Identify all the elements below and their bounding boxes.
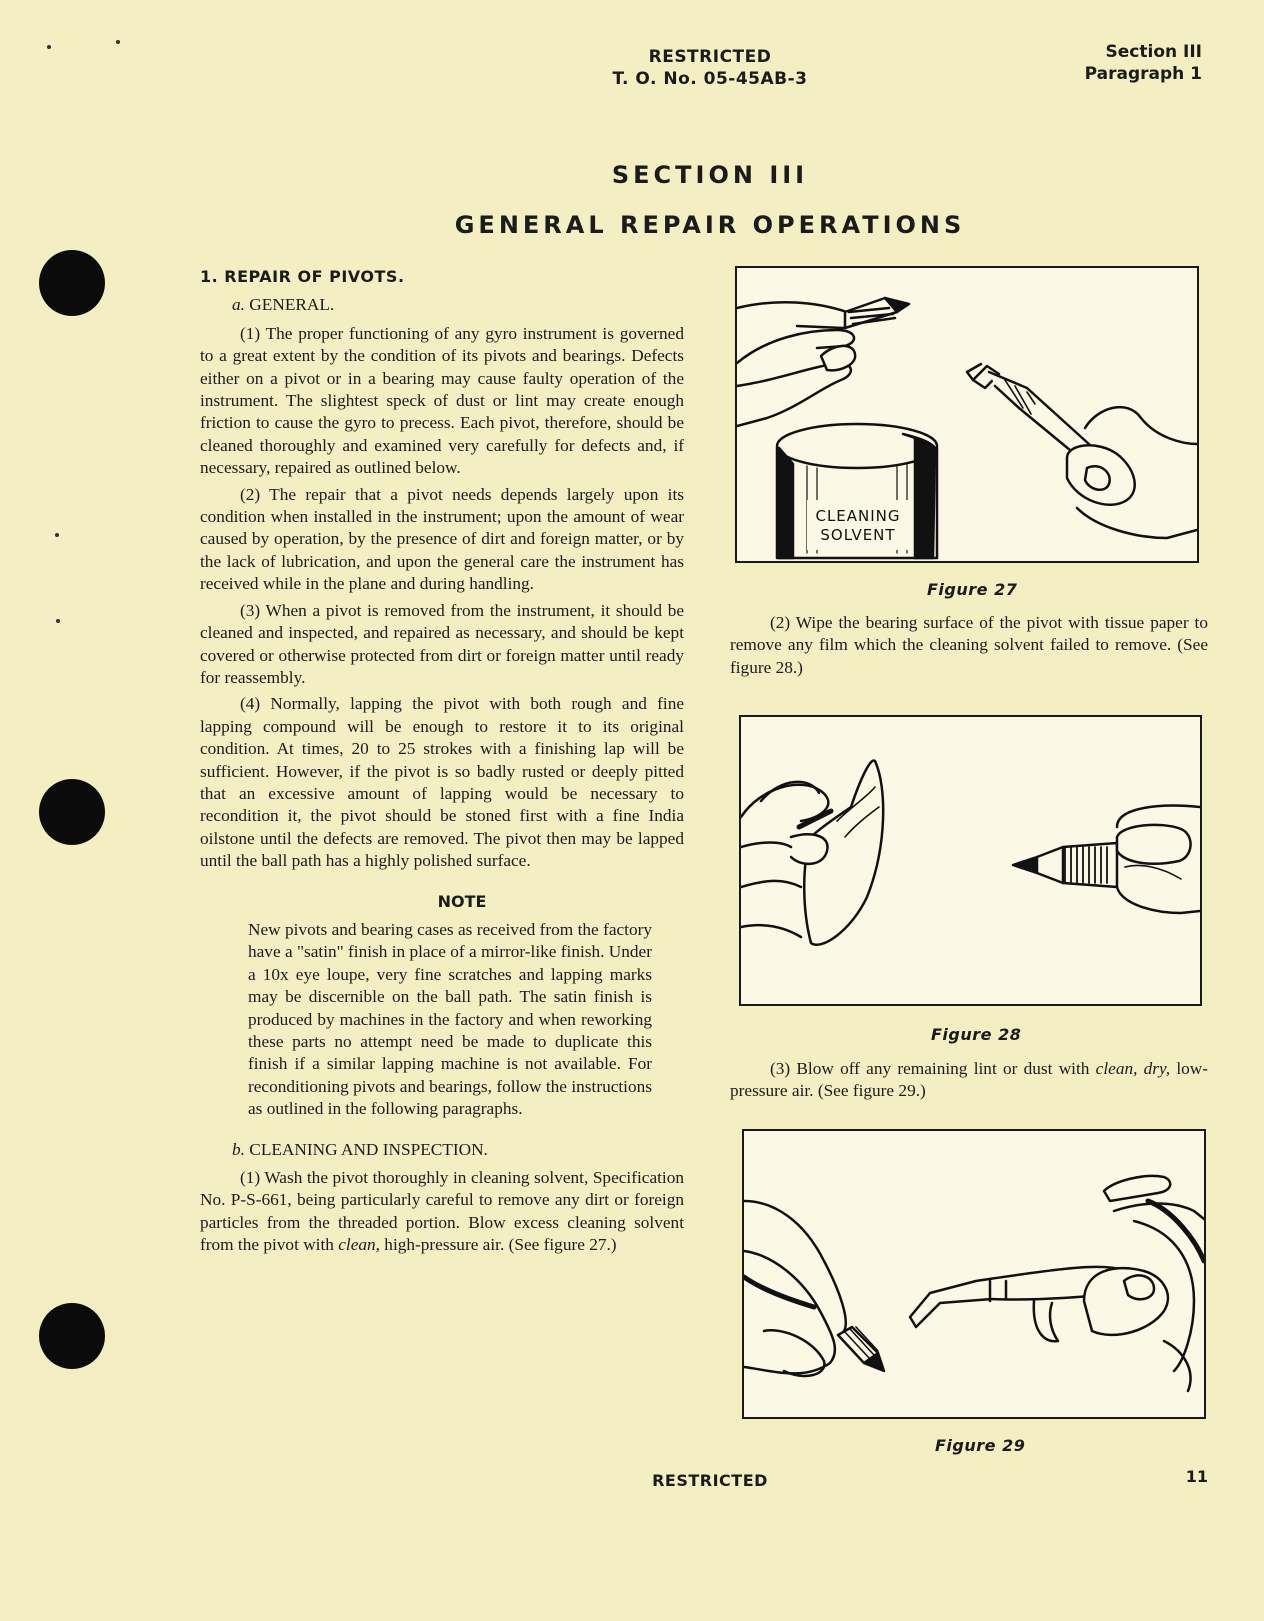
paper-speck [56, 619, 60, 623]
paragraph-2: (2) The repair that a pivot needs depends largely upon its condition when installed in the instrument; upon the amount of wear caused by operation, by the presence of dirt and foreign matter, or by the lack of lubrication, and upon the general care the instrument has received while in the plane and during handling. [200, 484, 684, 594]
paragraph-1: (1) The proper functioning of any gyro instrument is governed to a great extent by the condition of its pivots and bearings. Defects either on a pivot or in a bearing may cause faulty operation of the instrument. The slightest speck of dust or lint may create enough friction to cause the gyro to precess. Each pivot, therefore, should be cleaned thoroughly and examined very carefully for defects and, if necessary, repaired as outlined below. [200, 323, 684, 478]
subheading-label: b. [232, 1139, 245, 1159]
header-paragraph: Paragraph 1 [1084, 64, 1202, 84]
right-paragraph-3 [730, 1058, 1208, 1103]
paragraph-b1-end: high-pressure air. (See figure 27.) [379, 1235, 617, 1255]
figure-29-caption: Figure 29 [935, 1436, 1026, 1455]
paragraph-blow-end: low-pressure air. (See figure 29.) [730, 1059, 1209, 1101]
paragraph-3: (3) When a pivot is removed from the instrument, it should be cleaned and inspected, and repaired as necessary, and should be kept covered or otherwise protected from dirt or foreign matter until ready for reassembly. [200, 600, 684, 687]
subheading-text: CLEANING AND INSPECTION. [249, 1139, 488, 1159]
paragraph-b1 [200, 1167, 684, 1257]
subheading-text: GENERAL. [249, 295, 335, 315]
paragraph-blow [730, 1058, 1208, 1103]
header-to-number: T. O. No. 05-45AB-3 [612, 69, 808, 89]
paper-speck [55, 533, 59, 537]
figure-27-label-line-1: CLEANING [815, 507, 901, 525]
paragraph-b1-emphasis: clean, [338, 1235, 380, 1255]
paragraph-blow-emphasis: clean, dry, [1095, 1059, 1171, 1078]
note-body: New pivots and bearing cases as received from the factory have a "satin" finish in place of a mirror-like finish. Under a 10x eye loupe, very fine scratches and lapping marks may be discernible on the ball path. The satin finish is produced by machines in the factory and when reworking these parts no attempt need be made to duplicate this finish if a similar lapping machine is not available. For reconditioning pivots and bearings, follow the instructions as outlined in the following paragraphs. [248, 919, 652, 1119]
paragraph-4: (4) Normally, lapping the pivot with both rough and fine lapping compound will be enough to restore it to its original condition. At times, 20 to 25 strokes with a finishing lap will be sufficient. However, if the pivot is so badly rusted or deeply pitted that an excessive amount of lapping would be necessary to recondition it, the pivot should be stoned first with a fine India oilstone until the defects are removed. The pivot then may be lapped until the ball path has a highly polished surface. [200, 694, 684, 871]
header-restricted: RESTRICTED [648, 47, 772, 67]
paper-speck [47, 45, 51, 49]
left-column [200, 266, 684, 1257]
note-title: NOTE [437, 891, 487, 911]
header-section: Section III [1105, 42, 1202, 62]
paragraph-wipe: (2) Wipe the bearing surface of the pivot with tissue paper to remove any film which the cleaning solvent failed to remove. (See figure 28.) [730, 613, 1208, 677]
binder-hole-middle [39, 779, 105, 845]
figure-28 [739, 715, 1202, 1006]
subheading-cleaning [232, 1139, 684, 1161]
figure-28-caption: Figure 28 [931, 1025, 1022, 1044]
section-heading: GENERAL REPAIR OPERATIONS [454, 211, 966, 239]
right-paragraph-2 [730, 612, 1208, 679]
header-section-info [1085, 41, 1202, 85]
page-number: 11 [1185, 1467, 1208, 1486]
subheading-label: a. [232, 295, 245, 315]
figure-27 [735, 266, 1199, 563]
subheading-general [232, 294, 684, 316]
figure-27-caption: Figure 27 [927, 580, 1018, 599]
binder-hole-bottom [39, 1303, 105, 1369]
paper-speck [116, 40, 120, 44]
paragraph-blow-start: (3) Blow off any remaining lint or dust with [770, 1059, 1096, 1078]
page-header [500, 46, 920, 90]
footer-restricted: RESTRICTED [652, 1471, 768, 1490]
figure-27-label-line-2: SOLVENT [820, 526, 896, 544]
heading-repair-of-pivots: 1. REPAIR OF PIVOTS. [200, 267, 405, 286]
figure-29-illustration [744, 1131, 1204, 1417]
figure-29 [742, 1129, 1206, 1419]
paragraph-b1-start: (1) Wash the pivot thoroughly in cleaning solvent, Specification No. P-S-661, being particularly careful to remove any dirt or foreign particles from the threaded portion. Blow excess cleaning solvent from the pivot with [200, 1168, 684, 1255]
figure-27-illustration [737, 268, 1197, 561]
figure-28-illustration [741, 717, 1200, 1004]
binder-hole-top [39, 250, 105, 316]
section-title: SECTION III [611, 161, 809, 189]
